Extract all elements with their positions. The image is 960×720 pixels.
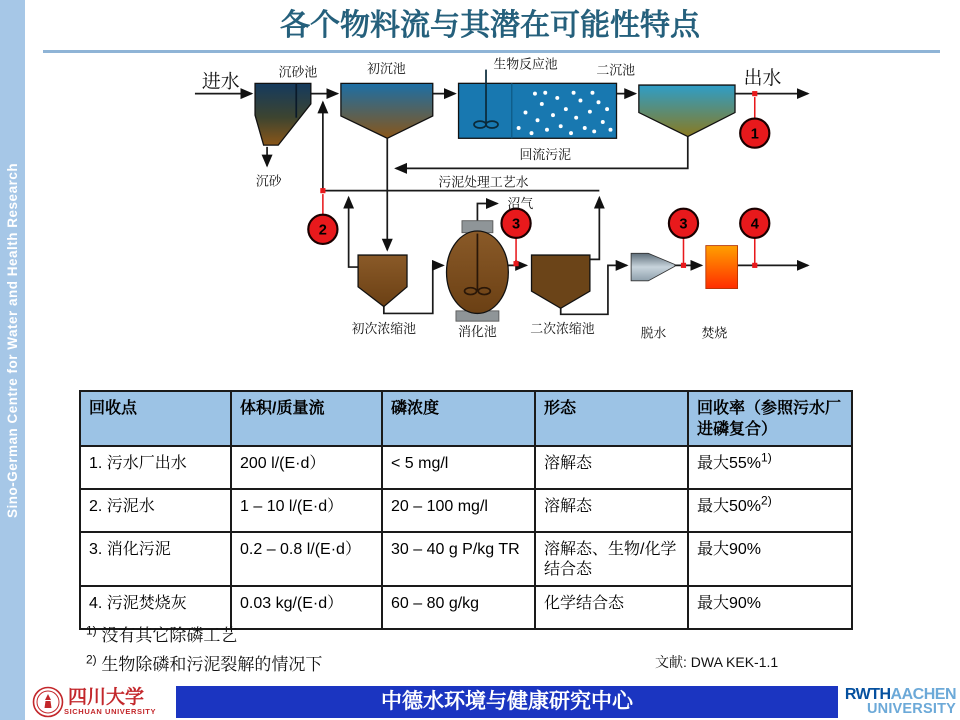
page-title: 各个物料流与其潜在可能性特点 xyxy=(280,8,700,43)
cell-point: 4. 污泥焚烧灰 xyxy=(80,586,231,629)
label-dewatering: 脱水 xyxy=(640,326,667,342)
cell-form: 溶解态 xyxy=(535,446,688,489)
footnote-marker: 1) xyxy=(86,623,97,638)
process-flow-diagram xyxy=(0,55,960,389)
label-effluent: 出水 xyxy=(743,67,782,90)
label-secondary-tank: 二沉池 xyxy=(596,63,635,79)
cell-rate xyxy=(688,446,852,489)
sichuan-university-logo xyxy=(32,685,156,719)
label-secondary-thickener: 二次浓缩池 xyxy=(530,322,595,338)
table-row xyxy=(80,446,852,489)
cell-concentration: 20 – 100 mg/l xyxy=(382,489,535,532)
recovery-table xyxy=(79,390,853,630)
cell-concentration: < 5 mg/l xyxy=(382,446,535,489)
header-recovery-point: 回收点 xyxy=(80,391,231,446)
cell-flow: 0.03 kg/(E·d） xyxy=(231,586,382,629)
marker-number-2: 2 xyxy=(318,222,327,239)
marker-number-3b: 3 xyxy=(679,216,688,233)
cell-point: 3. 消化污泥 xyxy=(80,532,231,587)
label-grit: 沉砂 xyxy=(255,174,282,190)
rate-footnote-marker: 1) xyxy=(761,450,772,465)
label-digester: 消化池 xyxy=(458,324,497,340)
rwth-text: RWTH xyxy=(844,686,891,703)
cell-flow: 0.2 – 0.8 l/(E·d） xyxy=(231,532,382,587)
cell-point: 2. 污泥水 xyxy=(80,489,231,532)
label-bio-tank: 生物反应池 xyxy=(493,57,558,73)
table-row xyxy=(80,532,852,587)
footnote-2 xyxy=(86,650,322,675)
footnote-1 xyxy=(86,621,237,646)
rate-value: 最大50% xyxy=(697,497,762,515)
table-header-row xyxy=(80,391,852,446)
digester-tank xyxy=(447,221,509,321)
rate-value: 最大55% xyxy=(697,454,762,472)
sichuan-university-subtitle: SICHUAN UNIVERSITY xyxy=(64,707,157,716)
footnote-marker: 2) xyxy=(86,652,97,667)
rate-value: 最大90% xyxy=(697,540,762,558)
secondary-sedimentation-tank xyxy=(639,85,735,137)
label-influent: 进水 xyxy=(201,70,240,93)
footer-centre-bar: 中德水环境与健康研究中心 xyxy=(176,686,838,718)
label-return-sludge: 回流污泥 xyxy=(519,147,571,163)
header-recovery-rate: 回收率（参照污水厂进磷复合） xyxy=(688,391,852,446)
sidebar-institute-label: Sino-German Centre for Water and Health Research xyxy=(5,162,20,518)
cell-form: 溶解态 xyxy=(535,489,688,532)
cell-rate xyxy=(688,532,852,587)
label-grit-chamber: 沉砂池 xyxy=(278,65,318,81)
rwth-logo-line2: UNIVERSITY xyxy=(866,701,956,717)
rwth-logo-line1 xyxy=(838,687,956,702)
footnote-text: 没有其它除磷工艺 xyxy=(101,626,238,645)
label-primary-tank: 初沉池 xyxy=(367,62,406,78)
marker-number-4: 4 xyxy=(750,216,759,233)
cell-concentration: 30 – 40 g P/kg TR xyxy=(382,532,535,587)
label-process-water: 污泥处理工艺水 xyxy=(438,175,529,191)
cell-rate xyxy=(688,489,852,532)
cell-point: 1. 污水厂出水 xyxy=(80,446,231,489)
cell-flow: 1 – 10 l/(E·d） xyxy=(231,489,382,532)
secondary-thickener-tank xyxy=(532,255,590,308)
header-p-concentration: 磷浓度 xyxy=(382,391,535,446)
primary-sedimentation-tank xyxy=(341,83,433,138)
cell-form: 溶解态、生物/化学结合态 xyxy=(535,532,688,587)
cell-form: 化学结合态 xyxy=(535,586,688,629)
title-underline xyxy=(43,50,940,53)
incineration-unit xyxy=(706,246,738,289)
cell-concentration: 60 – 80 g/kg xyxy=(382,586,535,629)
primary-thickener-tank xyxy=(358,255,407,307)
cell-flow: 200 l/(E·d） xyxy=(231,446,382,489)
label-biogas: 沼气 xyxy=(507,196,534,212)
reference-citation: 文献: DWA KEK-1.1 xyxy=(655,654,779,670)
rate-footnote-marker: 2) xyxy=(761,493,772,508)
marker-number-1: 1 xyxy=(750,126,759,143)
dewatering-unit xyxy=(631,253,675,280)
aachen-text: AACHEN xyxy=(890,686,956,703)
table-row xyxy=(80,489,852,532)
rwth-aachen-logo xyxy=(838,687,956,717)
marker-number-3a: 3 xyxy=(512,216,521,233)
footnote-text: 生物除磷和污泥裂解的情况下 xyxy=(101,655,323,674)
label-primary-thickener: 初次浓缩池 xyxy=(351,322,416,338)
header-form: 形态 xyxy=(535,391,688,446)
label-incineration: 焚烧 xyxy=(701,326,728,342)
grit-chamber-tank xyxy=(255,83,311,145)
cell-rate xyxy=(688,586,852,629)
sichuan-university-name: 四川大学 xyxy=(68,686,145,708)
header-volume-mass-flow: 体积/质量流 xyxy=(231,391,382,446)
sichuan-university-emblem-icon xyxy=(32,686,64,718)
rate-value: 最大90% xyxy=(697,595,762,613)
